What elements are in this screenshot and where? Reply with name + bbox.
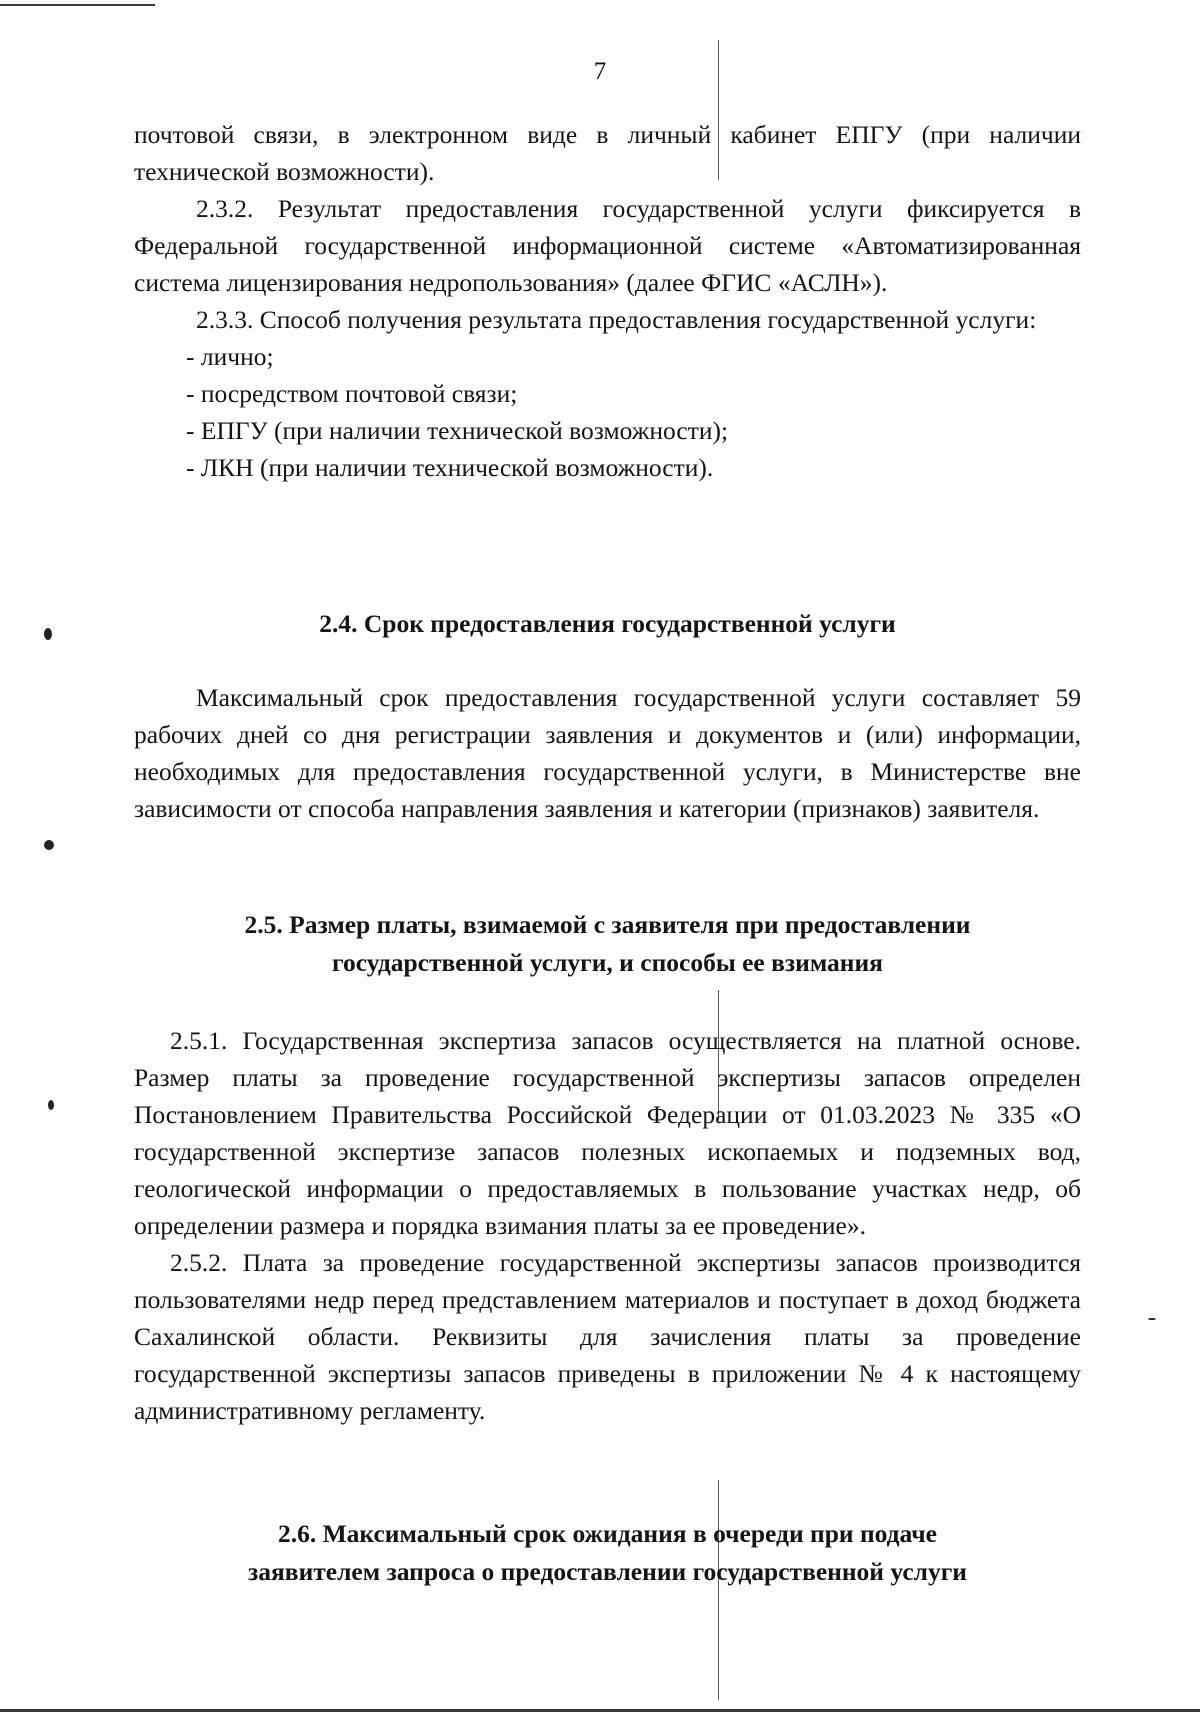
scan-speck [44,628,52,640]
scan-edge-top [0,4,155,6]
page-number: 7 [593,58,607,85]
scan-speck [48,1100,54,1110]
section-2-5-body [134,1022,1081,1429]
list-item: - лично; [186,342,274,371]
heading-text-line-1: 2.6. Максимальный срок ожидания в очереди при подаче [277,1519,937,1548]
list-item: - ЛКН (при наличии технической возможности). [186,453,714,482]
list-item: - посредством почтовой связи; [186,379,518,408]
section-23-block [134,116,1081,486]
paragraph-2-3-2: 2.3.2. Результат предоставления государственной услуги фиксируется в Федеральной государственной информационной системе «Автоматизированная система лицензирования недропользования» (далее ФГИС «АСЛН»). [134,194,1081,297]
paragraph-2-5-2: 2.5.2. Плата за проведение государственной экспертизы запасов производится пользователями недр перед представлением материалов и поступает в доход бюджета Сахалинской области. Реквизиты для зачисления платы за проведение государственной экспертизы запасов приведены в приложении № 4 к настоящему административному регламенту. [134,1248,1081,1425]
scan-edge-bottom [0,1709,1200,1712]
section-2-5-heading [134,906,1081,982]
section-2-4-heading [134,605,1081,643]
section-2-6-heading [134,1515,1081,1591]
paragraph-2-5-1: 2.5.1. Государственная экспертиза запасов осуществляется на платной основе. Размер платы за проведение государственной экспертизы запасов определен Постановлением Правительства Российской Федерации от 01.03.2023 № 335 «О государственной экспертизе запасов полезных ископаемых и подземных вод, геологической информации о предоставляемых в пользование участках недр, об определении размера и порядка взимания платы за ее проведение». [134,1026,1081,1240]
paragraph-continuation: почтовой связи, в электронном виде в личный кабинет ЕПГУ (при наличии технической возможности). [134,120,1081,186]
heading-text-line-1: 2.5. Размер платы, взимаемой с заявителя при предоставлении [244,910,971,939]
heading-text: 2.4. Срок предоставления государственной услуги [319,609,896,638]
heading-text-line-2: государственной услуги, и способы ее взимания [332,948,883,977]
list-item: - ЕПГУ (при наличии технической возможности); [186,416,729,445]
heading-text-line-2: заявителем запроса о предоставлении государственной услуги [248,1557,967,1586]
paragraph-2-3-3: 2.3.3. Способ получения результата предоставления государственной услуги: [196,305,1037,334]
paragraph-2-4: Максимальный срок предоставления государственной услуги составляет 59 рабочих дней со дня регистрации заявления и документов и (или) информации, необходимых для предоставления государственной услуги, в Министерстве вне зависимости от способа направления заявления и категории (признаков) заявителя. [134,683,1081,823]
section-2-4-body [134,679,1081,827]
scan-speck [44,840,54,850]
scan-speck [1148,1318,1156,1320]
